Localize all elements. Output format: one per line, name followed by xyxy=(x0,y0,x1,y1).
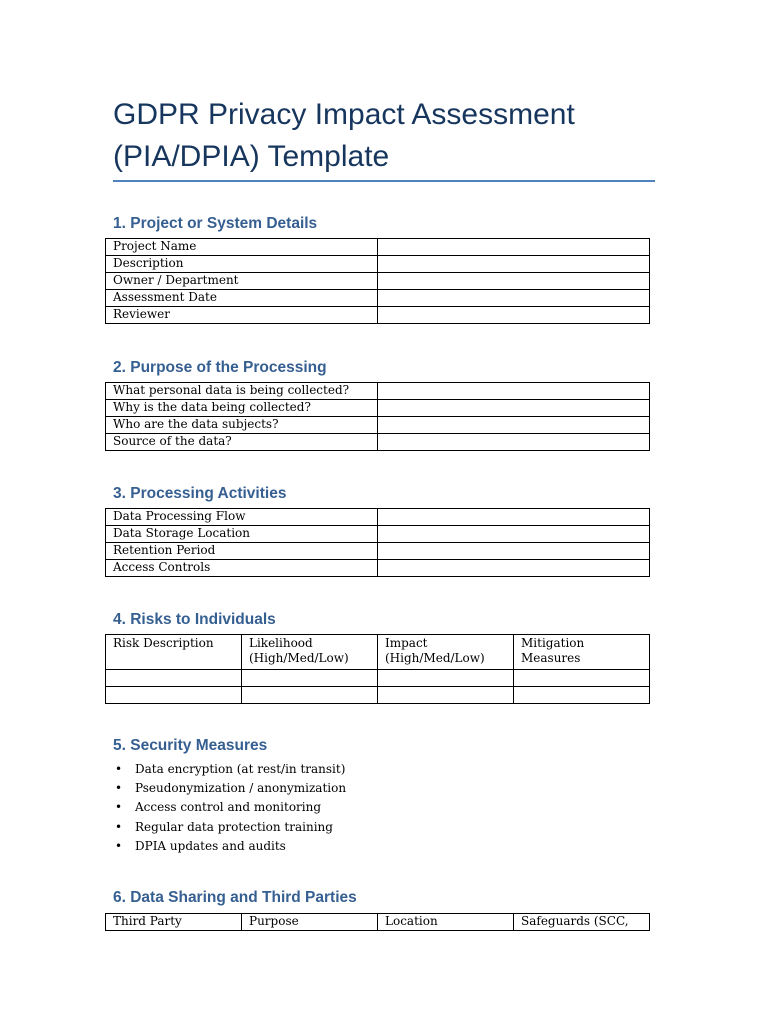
row-label: Project Name xyxy=(106,239,378,256)
value-cell[interactable] xyxy=(378,417,650,434)
purpose-table xyxy=(105,382,650,451)
table-header-row xyxy=(106,914,650,931)
value-cell[interactable] xyxy=(378,543,650,560)
risks-table xyxy=(105,634,650,704)
list-item-text: DPIA updates and audits xyxy=(135,838,286,853)
value-cell[interactable] xyxy=(378,256,650,273)
row-label: Reviewer xyxy=(106,307,378,324)
table-row xyxy=(106,560,650,577)
value-cell[interactable] xyxy=(378,290,650,307)
list-item xyxy=(113,818,346,837)
table-row xyxy=(106,670,650,687)
value-cell[interactable] xyxy=(378,383,650,400)
table-row xyxy=(106,543,650,560)
value-cell[interactable] xyxy=(378,273,650,290)
bullet-icon: • xyxy=(115,781,123,796)
document-title xyxy=(113,94,673,178)
value-cell[interactable] xyxy=(378,239,650,256)
column-header: Impact (High/Med/Low) xyxy=(378,635,514,670)
value-cell[interactable] xyxy=(378,434,650,451)
processing-activities-table xyxy=(105,508,650,577)
list-item xyxy=(113,837,346,856)
column-header: Third Party xyxy=(106,914,242,931)
list-item-text: Data encryption (at rest/in transit) xyxy=(135,762,346,776)
list-item xyxy=(113,760,346,779)
third-parties-table xyxy=(105,913,650,931)
empty-cell[interactable] xyxy=(514,670,650,687)
table-row xyxy=(106,400,650,417)
row-label: Retention Period xyxy=(106,543,378,560)
table-row xyxy=(106,526,650,543)
row-label: Why is the data being collected? xyxy=(106,400,378,417)
value-cell[interactable] xyxy=(378,509,650,526)
bullet-icon: • xyxy=(115,762,123,776)
table-row xyxy=(106,273,650,290)
table-row xyxy=(106,290,650,307)
empty-cell[interactable] xyxy=(106,687,242,704)
table-row xyxy=(106,687,650,704)
section-3-heading: 3. Processing Activities xyxy=(113,485,287,502)
bullet-icon: • xyxy=(115,819,123,834)
value-cell[interactable] xyxy=(378,560,650,577)
table-row xyxy=(106,307,650,324)
row-label: What personal data is being collected? xyxy=(106,383,378,400)
table-row xyxy=(106,256,650,273)
row-label: Owner / Department xyxy=(106,273,378,290)
section-1-heading: 1. Project or System Details xyxy=(113,215,318,232)
project-details-table xyxy=(105,238,650,324)
bullet-icon: • xyxy=(115,800,123,815)
table-row xyxy=(106,417,650,434)
column-header: Purpose xyxy=(242,914,378,931)
list-item-text: Pseudonymization / anonymization xyxy=(135,781,347,796)
row-label: Assessment Date xyxy=(106,290,378,307)
column-header: Likelihood (High/Med/Low) xyxy=(242,635,378,670)
table-header-row xyxy=(106,635,650,670)
section-5-heading: 5. Security Measures xyxy=(113,737,268,754)
list-item-text: Regular data protection training xyxy=(135,819,333,834)
table-row xyxy=(106,434,650,451)
list-item-text: Access control and monitoring xyxy=(135,800,322,815)
empty-cell[interactable] xyxy=(242,670,378,687)
empty-cell[interactable] xyxy=(242,687,378,704)
row-label: Data Processing Flow xyxy=(106,509,378,526)
title-underline xyxy=(113,180,655,182)
row-label: Source of the data? xyxy=(106,434,378,451)
table-row xyxy=(106,509,650,526)
section-6-heading: 6. Data Sharing and Third Parties xyxy=(113,889,357,906)
table-row xyxy=(106,239,650,256)
list-item xyxy=(113,798,346,817)
empty-cell[interactable] xyxy=(514,687,650,704)
empty-cell[interactable] xyxy=(378,687,514,704)
empty-cell[interactable] xyxy=(106,670,242,687)
bullet-icon: • xyxy=(115,838,123,853)
row-label: Who are the data subjects? xyxy=(106,417,378,434)
column-header: Location xyxy=(378,914,514,931)
column-header: Mitigation Measures xyxy=(514,635,650,670)
column-header: Risk Description xyxy=(106,635,242,670)
table-row xyxy=(106,383,650,400)
value-cell[interactable] xyxy=(378,400,650,417)
document-title-line-1: GDPR Privacy Impact Assessment xyxy=(113,98,575,131)
security-measures-list xyxy=(113,760,346,856)
value-cell[interactable] xyxy=(378,307,650,324)
row-label: Description xyxy=(106,256,378,273)
section-2-heading: 2. Purpose of the Processing xyxy=(113,359,327,376)
column-header: Safeguards (SCC, xyxy=(514,914,650,931)
document-title-line-2: (PIA/DPIA) Template xyxy=(113,140,390,173)
row-label: Data Storage Location xyxy=(106,526,378,543)
list-item xyxy=(113,779,346,798)
empty-cell[interactable] xyxy=(378,670,514,687)
row-label: Access Controls xyxy=(106,560,378,577)
section-4-heading: 4. Risks to Individuals xyxy=(113,611,276,628)
value-cell[interactable] xyxy=(378,526,650,543)
